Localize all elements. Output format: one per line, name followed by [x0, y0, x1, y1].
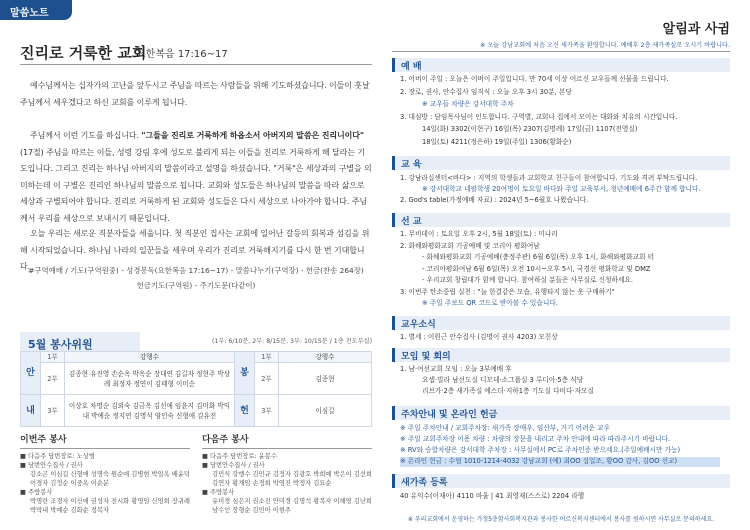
footer-note: ※ 우리교회에서 운영하는 가정5층함사회복지관과 봉사한 어르신복지센터에서 봉사를 원하시면 사무실로 문의하세요.	[407, 516, 715, 523]
announcement-line: ※ 주일 교회주차장 이용 차량 : 차량의 장문을 내리고 주차 안내에 따라 따라주시기 바랍니다.	[400, 435, 671, 443]
welcome-note: ※ 오늘 강남교회에 처음 오신 새가족을 환영합니다. 예배후 2층 새가족실로 오시기 바랍니다.	[480, 42, 730, 49]
list-item: 박명란 조경자 이신애 권성자 전시화 황영임 신영희 장귀례	[30, 498, 190, 505]
offering-names: 김종현	[279, 363, 372, 395]
this-week-lines	[20, 452, 190, 515]
list-item: ■ 다음주 담번장로: 노상범	[20, 453, 95, 460]
section-meetings: 모임 및 회의	[392, 348, 730, 362]
sermon-paragraph-2: 주님께서 이런 기도를 하십니다. "그들을 진리로 거룩하게 하옵소서 아버지의 말씀은 진리니이다"(17절) 주님을 따르는 이들, 성령 강림 후에 성도로 불리게 되는 이들을 진리로 거룩하게 해 달라는 기도입니다. 그리고 진리는 하나님 아버지의 말씀이라고 설명을 하셨습니다. "거룩"은 세상과의 구별을 의미하는데 이 구별은 진리인 하나님의 말씀으로 됩니다. 교회와 성도들은 하나님의 말씀을 따라 삶으로 세상과 구별되어야 합니다. 진리로 거룩하게 된 교회와 성도들은 다시 세상으로 나아가야 합니다. 주님께서 우리를 세상으로 보내시기 때문입니다.	[20, 131, 372, 223]
table-row	[21, 395, 372, 427]
next-week-lines	[202, 452, 372, 515]
list-item: 남수인 장형순 김민아 이현주	[212, 507, 291, 514]
usher-side-label-2: 내	[21, 395, 41, 427]
announcement-line: 2. God's table(가정예배 자료) : 2024년 5~6월호 나왔습니다.	[400, 196, 589, 204]
section-worship: 예 배	[392, 58, 730, 72]
scripture-reference: 요한복음 17:16~17	[136, 49, 228, 60]
announcement-line: - 우리교회 창립대가 함께 합니다. 참여하실 분들은 사무실로 신청하세요.	[422, 276, 634, 284]
offering-names: 이심길	[279, 395, 372, 427]
offering-side-label-1: 봉	[235, 352, 255, 395]
announcement-line: ※ 온라인 헌금 : 수협 1010-1214-4032 강남교회 (예) 최OO 십일조, 황OO 감사, 김OO 선교)	[400, 457, 678, 465]
announcement-line: - 코리아평화여남 6월 6일(목) 오전 10시~오후 5시, 국경선 평화학교 및 DMZ	[422, 264, 651, 273]
announcements-column	[392, 0, 750, 530]
announcement-line: ※ 강서대학교 네팔학생 20여명이 토요일 바다와 주일 교육부서, 청년예배에 6주간 함께 합니다.	[422, 185, 701, 193]
title-divider	[20, 64, 372, 65]
service-team-table	[20, 351, 372, 427]
list-item: 김연자 황계임 손정희 박영진 박정자 김묘순	[212, 480, 332, 487]
usher-names: 이상호 차명순 김외숙 김금옥 김선애 임윤지 김미화 박익내 박예순 정지연 김명석 염인숙 신형애 김유진	[65, 395, 235, 427]
service-team-note: (1부: 6/10분, 2부: 8/15분, 3부: 10/15분 / 1층 전도부실)	[212, 338, 372, 345]
sermon-paragraph-1: 예수님께서는 십자가의 고난을 앞두시고 주님을 따르는 사람들을 위해 기도하셨습니다. 이들이 훗날 주님께서 세우겠다고 하신 교회를 이루게 됩니다.	[20, 81, 370, 107]
service-time: 2부	[41, 363, 65, 395]
emphasized-verse: "그들을 진리로 거룩하게 하옵소서 아버지의 말씀은 진리니이다"	[141, 131, 364, 140]
announcement-line: 14일(화) 3302(이현구) 16일(목) 2307(김명례) 17일(금) 1107(전영실)	[422, 125, 638, 133]
announcements-title: 알림과 사귐	[662, 22, 730, 37]
section-news: 교우소식	[392, 316, 730, 330]
section-mission: 선 교	[392, 213, 730, 227]
service-time: 1부	[41, 352, 65, 363]
next-week-service	[202, 432, 372, 515]
worship-order-line-1: #구역예배 / 기도(구역원중) - 성경봉독(요한복음 17:16~17) - 말씀나누기(구역장) - 헌금(찬송 264장)	[28, 266, 364, 275]
announcement-line: 리브가·2층 새가족실 에스더·지하1층 기도실 다비다·자모실	[422, 387, 594, 395]
list-item: 유미경 심은지 권소진 안미경 김명석 황복자 이해영 김난희	[212, 498, 372, 505]
announcements-divider	[392, 51, 730, 52]
list-item: ■ 주방봉사	[20, 489, 53, 496]
section-parking: 주차안내 및 온라인 헌금	[392, 406, 730, 420]
this-week-title: 이번주 봉사	[20, 432, 190, 449]
cell-worship-order	[20, 263, 372, 293]
announcement-line: 3. 이번주 탄소중립 실천 : "늘 한결같은 모습, 유행타지 않는 옷 구매하기"	[400, 287, 615, 296]
sermon-notes-tab: 말씀노트	[0, 0, 72, 20]
list-item: 김민식 강행수 김민규 김정자 김광호 박희예 박은이 김선희	[212, 471, 372, 478]
service-time: 2부	[255, 363, 279, 395]
announcement-line: 2. 화해와평화교회 기공예배 및 코리아 평화여남	[400, 241, 540, 250]
announcement-line: ※ RV와 승합차량은 강서대학 주차장 : 사무실에서 PC로 주차인증 받으세요.(주일예배시만 가능)	[400, 446, 681, 454]
usher-side-label-1: 안	[21, 352, 41, 395]
usher-names: 김종현 유진영 손순옥 박옥순 장대연 김길자 정현주 박상례 최정자 정연이 김태형 이미순	[65, 363, 235, 395]
new-family-list: 40 유익수(이재아) 4110 바울 | 41 최영재(스스로) 2204 라헬	[400, 492, 585, 500]
announcement-line: 1. 남·여선교회 모임 : 오늘 3부예배 후	[400, 365, 512, 373]
announcement-line: 1. 어버이 주일 : 오늘은 어버이 주일입니다. 만 70세 이상 어르신 교우들께 선물을 드립니다.	[400, 75, 669, 83]
service-time: 3부	[255, 395, 279, 427]
announcement-line: ※ 주일 주보도 QR 코드로 받아볼 수 있습니다.	[422, 299, 558, 307]
list-item: ■ 당번안수집사 / 권사	[202, 462, 265, 469]
offering-names: 강행수	[279, 352, 372, 363]
list-item: 김소곤 이심길 신형애 성명숙 원순애 김병현 박일옥 배윤덕	[30, 471, 190, 478]
sermon-paragraph-3: 오늘 우리는 새로운 직분자들을 세웁니다. 첫 직분인 집사는 교회에 일어난 갈등의 회복과 섬김을 위해 시작되었습니다. 하나님 나라의 일꾼들을 세우며 우리가 진리로 거룩해지기를 다시 한 번 기대합니다.	[20, 229, 370, 271]
offering-side-label-2: 헌	[235, 395, 255, 427]
announcement-line: 1. 무비데이 : 토요일 오후 2시, 5월 18일(토) : 미나리	[400, 230, 558, 238]
list-item: ■ 주방봉사	[202, 489, 235, 496]
list-item: 이경자 김정순 이중옥 이순분	[30, 480, 109, 487]
announcement-line: ※ 주일 주차안내 / 교회주차장: 새가족 장애우, 임산부, 거기 어려운 교우	[400, 424, 611, 432]
section-new-family: 새가족 등록	[392, 474, 730, 488]
service-time: 1부	[255, 352, 279, 363]
section-education: 교 육	[392, 156, 730, 170]
announcement-line: - 화해와평화교회 기공예배(충정주관) 6월 6일(목) 오후 1시, 화해와평화교회 터	[422, 253, 655, 261]
announcement-line: 1. 강남라십센터<바다> : 지역의 학생들과 교회학교 친구들이 참여합니다. 기도와 격려 부탁드립니다.	[400, 174, 698, 182]
next-week-title: 다음주 봉사	[202, 432, 372, 449]
announcement-line: ※ 교우들 차량은 강서대학 주차	[422, 100, 514, 108]
sermon-title: 진리로 거룩한 교회	[20, 44, 147, 62]
usher-names: 강행수	[65, 352, 235, 363]
table-row	[21, 363, 372, 395]
table-row	[21, 352, 372, 363]
list-item: ■ 당번안수집사 / 권사	[20, 462, 83, 469]
announcement-line: 2. 장로, 권사, 안수집사 임직식 : 오늘 오후 3시 30분, 본당	[400, 87, 572, 96]
announcement-line: 3. 대심방 : 담임목사님이 인도합니다. 구역별, 교회나 집에서 모이는 대화와 치유의 시간입니다.	[400, 112, 678, 121]
service-time: 3부	[41, 395, 65, 427]
list-item: 박막내 박예순 김화순 정복자	[30, 507, 109, 514]
announcement-line: 18일(토) 4211(정은하) 19일(주일) 1306(황화순)	[422, 137, 572, 146]
list-item: ■ 다음주 담번장로: 윤봉수	[202, 453, 277, 460]
worship-order-line-2: 헌금기도(구역원) - 주기도문(다같이)	[136, 281, 256, 290]
this-week-service	[20, 432, 190, 515]
service-team-title: 5월 봉사위원	[20, 332, 140, 352]
announcement-line: 요셉·빌라 남선도실 디모데·소그룹실 3 루디아·5층 식당	[422, 376, 584, 384]
announcement-line: 1. 별세 : 이원근 안수집사 (김명이 권사 4203) 모친상	[400, 333, 558, 341]
